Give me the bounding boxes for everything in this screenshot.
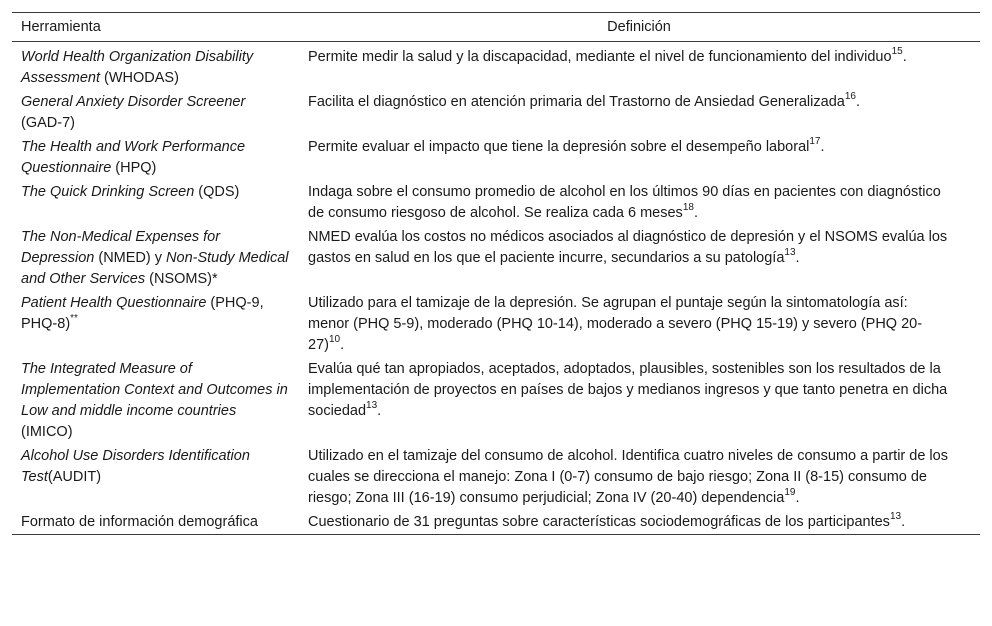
italic-title-text: The Health and Work Performance Questionnaire [21,139,246,176]
cell-text: (QDS) [194,184,240,200]
table-row [12,180,980,225]
reference-superscript: 13 [366,400,378,412]
cell-text: (NSOMS)* [145,271,218,287]
cell-text: Indaga sobre el consumo promedio de alcohol en los últimos 90 días en pacientes con diagnóstico de consumo riesgoso de alcohol. Se realiza cada 6 meses [308,184,941,221]
definition-cell [298,357,980,444]
reference-superscript: 13 [889,511,902,523]
instruments-table [12,12,980,535]
cell-text: (AUDIT) [47,469,102,485]
cell-text: . [902,49,907,65]
italic-title-text: Non-Study Medical and Other Services [21,250,289,287]
definition-cell [298,225,980,291]
reference-superscript: 18 [682,202,694,214]
instruments-table-container [12,12,980,535]
cell-text: . [901,514,906,530]
header-definicion: Definición [607,18,671,35]
table-row [12,135,980,180]
table-row [12,42,980,91]
cell-text: (WHODAS) [99,70,179,86]
cell-text: . [820,139,825,155]
cell-text: . [795,250,800,266]
cell-text: (PHQ-9, PHQ-8) [21,295,264,332]
italic-title-text: World Health Organization Disability Assessment [21,49,254,86]
definition-cell [298,180,980,225]
cell-text: Formato de información demográfica [21,514,258,530]
cell-text: Utilizado para el tamizaje de la depresión. Se agrupan el puntaje según la sintomatología así: menor (PHQ 5-9), moderado (PHQ 10-14), moderado a severo (PHQ 15-19) y severo (PHQ 20-27) [308,295,923,353]
cell-text: (GAD-7) [21,115,75,131]
cell-text: (IMICO) [21,424,73,440]
reference-superscript: 15 [891,46,903,58]
reference-superscript: ** [70,313,78,325]
definition-cell [298,135,980,180]
italic-title-text: Alcohol Use Disorders Identification Test [21,448,250,485]
italic-title-text: Patient Health Questionnaire [21,295,207,311]
cell-text: . [377,403,382,419]
cell-text: Cuestionario de 31 preguntas sobre características sociodemográficas de los participantes [308,514,890,530]
tool-cell [12,42,298,91]
table-row [12,510,980,535]
definition-cell [298,90,980,135]
header-row [12,13,980,42]
definition-cell [298,510,980,535]
italic-title-text: General Anxiety Disorder Screener [21,94,246,110]
cell-text: . [855,94,860,110]
cell-text: (HPQ) [111,160,157,176]
cell-text: . [795,490,800,506]
tool-cell [12,225,298,291]
definition-cell [298,444,980,510]
tool-cell [12,357,298,444]
table-row [12,291,980,357]
reference-superscript: 19 [784,487,796,499]
tool-cell [12,510,298,535]
cell-text: Permite evaluar el impacto que tiene la depresión sobre el desempeño laboral [308,139,810,155]
cell-text: Utilizado en el tamizaje del consumo de alcohol. Identifica cuatro niveles de consumo a partir de los cuales se direcciona el manejo: Zona I (0-7) consumo de bajo riesgo; Zona II (8-15) consumo de riesgo; Zona III (16-19) consumo perjudicial; Zona IV (20-40) dependencia [308,448,948,506]
tool-cell [12,180,298,225]
table-row [12,90,980,135]
cell-text: Facilita el diagnóstico en atención primaria del Trastorno de Ansiedad Generalizada [308,94,845,110]
reference-superscript: 13 [784,247,796,259]
reference-superscript: 10 [328,334,341,346]
tool-cell [12,444,298,510]
reference-superscript: 16 [844,91,856,103]
table-row [12,357,980,444]
table-row [12,225,980,291]
reference-superscript: 17 [809,136,821,148]
table-header [12,13,980,42]
cell-text: Permite medir la salud y la discapacidad, mediante el nivel de funcionamiento del individuo [308,49,892,65]
tool-cell [12,135,298,180]
italic-title-text: The Quick Drinking Screen [21,184,195,200]
cell-text: Evalúa qué tan apropiados, aceptados, adoptados, plausibles, sostenibles son los resultados de la implementación de proyectos en países de bajos y medianos ingresos y que tanto penetra en dicha sociedad [308,361,948,419]
definition-cell [298,291,980,357]
cell-text: . [340,337,345,353]
table-body [12,42,980,535]
table-row [12,444,980,510]
header-herramienta: Herramienta [21,18,101,35]
definition-cell [298,42,980,91]
italic-title-text: The Integrated Measure of Implementation Context and Outcomes in Low and middle income countries [21,361,288,419]
tool-cell [12,90,298,135]
cell-text: (NMED) y [94,250,167,266]
cell-text: . [693,205,698,221]
cell-text: NMED evalúa los costos no médicos asociados al diagnóstico de depresión y el NSOMS evalúa los gastos en salud en los que el paciente incurre, secundarios a su patología [308,229,948,266]
italic-title-text: The Non-Medical Expenses for Depression [21,229,221,266]
tool-cell [12,291,298,357]
